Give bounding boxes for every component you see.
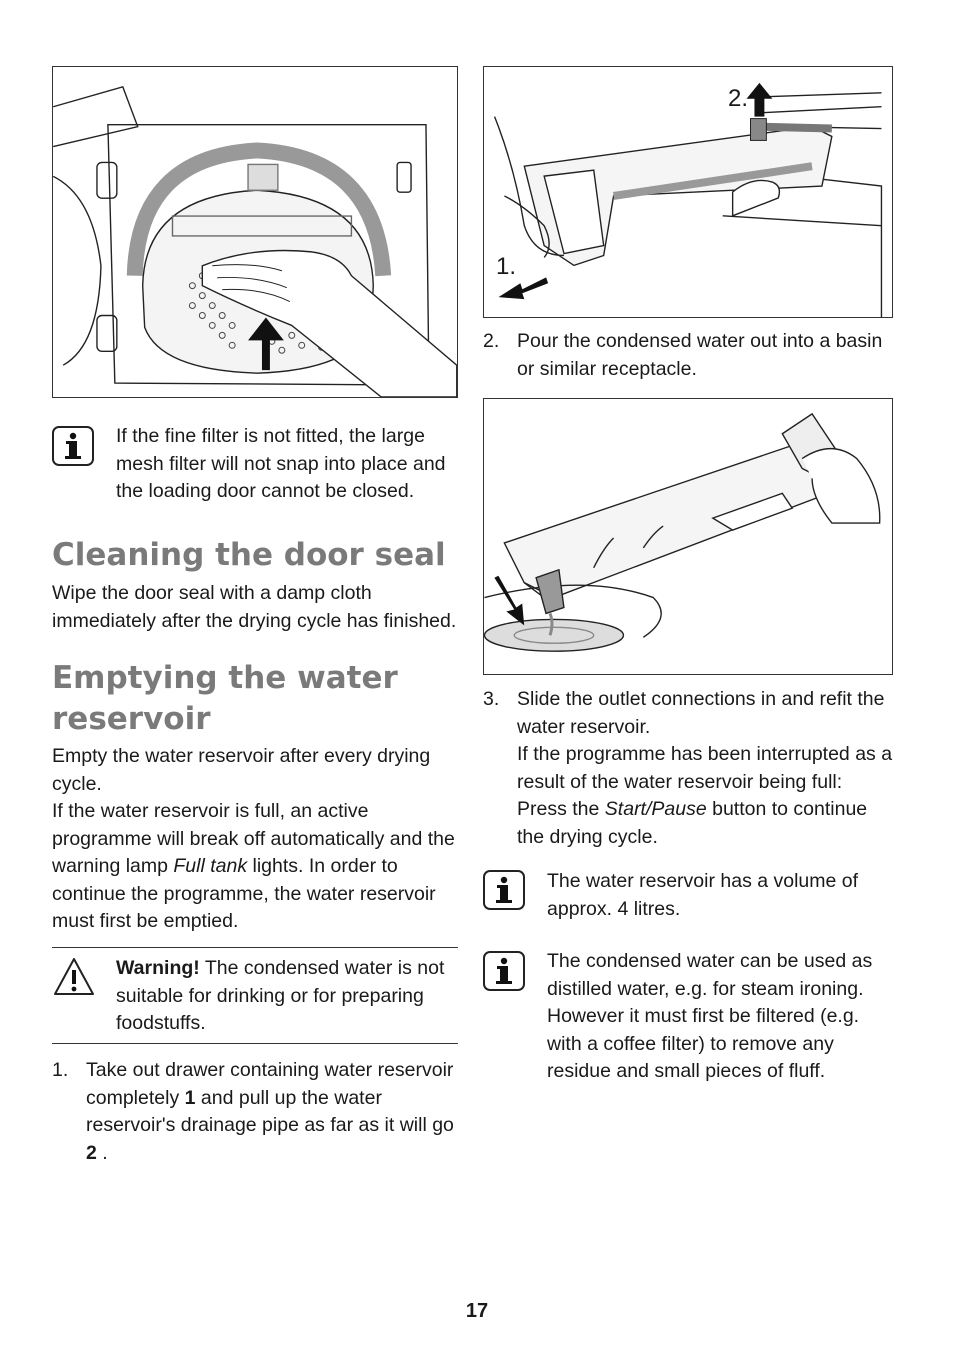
door-seal-text: Wipe the door seal with a damp cloth immediately after the drying cycle has finished. [52, 582, 457, 632]
divider [52, 947, 458, 948]
info-icon [483, 951, 525, 991]
callout-2: 2 [86, 1141, 97, 1164]
note-text: The water reservoir has a volume of approx. 4 litres. [547, 870, 859, 920]
step-3 [483, 686, 895, 851]
callout-1: 1 [184, 1086, 196, 1109]
start-pause-button-term: Start/Pause [604, 798, 707, 820]
info-icon [483, 870, 525, 910]
pouring-illustration [484, 399, 892, 674]
step-text [86, 1057, 462, 1167]
warning-body: The condensed water is not suitable for drinking or for preparing foodstuffs. [116, 957, 445, 1034]
section-heading-door-seal: Cleaning the door seal [52, 537, 446, 573]
step-text: Pour the condensed water out into a basin or similar receptacle. [517, 330, 883, 380]
step-1 [52, 1057, 462, 1167]
divider [52, 1043, 458, 1044]
text-span: . [96, 1141, 108, 1164]
text-span: button to continue the drying cycle. [517, 798, 868, 848]
heading-line-2: reservoir [52, 701, 211, 737]
step-text [517, 686, 895, 851]
figure-label-1: 1. [496, 253, 517, 280]
reservoir-drawer-illustration [484, 67, 892, 317]
section-heading-reservoir [52, 658, 462, 740]
info-icon [52, 426, 94, 466]
step-number: 2. [483, 330, 500, 352]
step-3-restart [517, 741, 895, 851]
text-span: If the water reservoir is full, an active programme will break off automatically and the warning lamp [52, 800, 455, 877]
heading-line-1: Emptying the water [52, 660, 398, 696]
figure-filter-door [52, 66, 458, 398]
step-2 [483, 328, 895, 383]
text-span: lights. In order to continue the programme, the water reservoir must first be emptied. [52, 855, 436, 932]
note-text: The condensed water can be used as distilled water, e.g. for steam ironing. However it must first be filtered (e.g. with a coffee filter) to remove any residue and small pieces of fluff. [547, 950, 873, 1082]
full-tank-lamp-term: Full tank [173, 855, 248, 877]
text-span: Take out drawer containing water reservoir completely [86, 1059, 454, 1109]
note-text: If the fine filter is not fitted, the large mesh filter will not snap into place and the loading door cannot be closed. [116, 425, 446, 502]
figure-label-2: 2. [728, 85, 749, 112]
warning-label: Warning! [116, 957, 200, 979]
reservoir-paragraph-2 [52, 798, 462, 936]
figure-pour-water [483, 398, 893, 675]
reservoir-text [52, 743, 462, 936]
step-3-instruction: Slide the outlet connections in and refit the water reservoir. [517, 688, 885, 738]
page-number: 17 [465, 1300, 489, 1322]
step-number: 3. [483, 688, 500, 710]
filter-door-illustration [53, 67, 457, 397]
step-number: 1. [52, 1059, 69, 1081]
warning-text [116, 955, 456, 1038]
text-span: If the programme has been interrupted as a result of the water reservoir being full: Press the [517, 743, 893, 820]
text-span: and pull up the water reservoir's drainage pipe as far as it will go [86, 1086, 454, 1136]
warning-triangle-icon [52, 956, 96, 998]
figure-pull-reservoir [483, 66, 893, 318]
reservoir-paragraph-1: Empty the water reservoir after every drying cycle. [52, 745, 431, 795]
